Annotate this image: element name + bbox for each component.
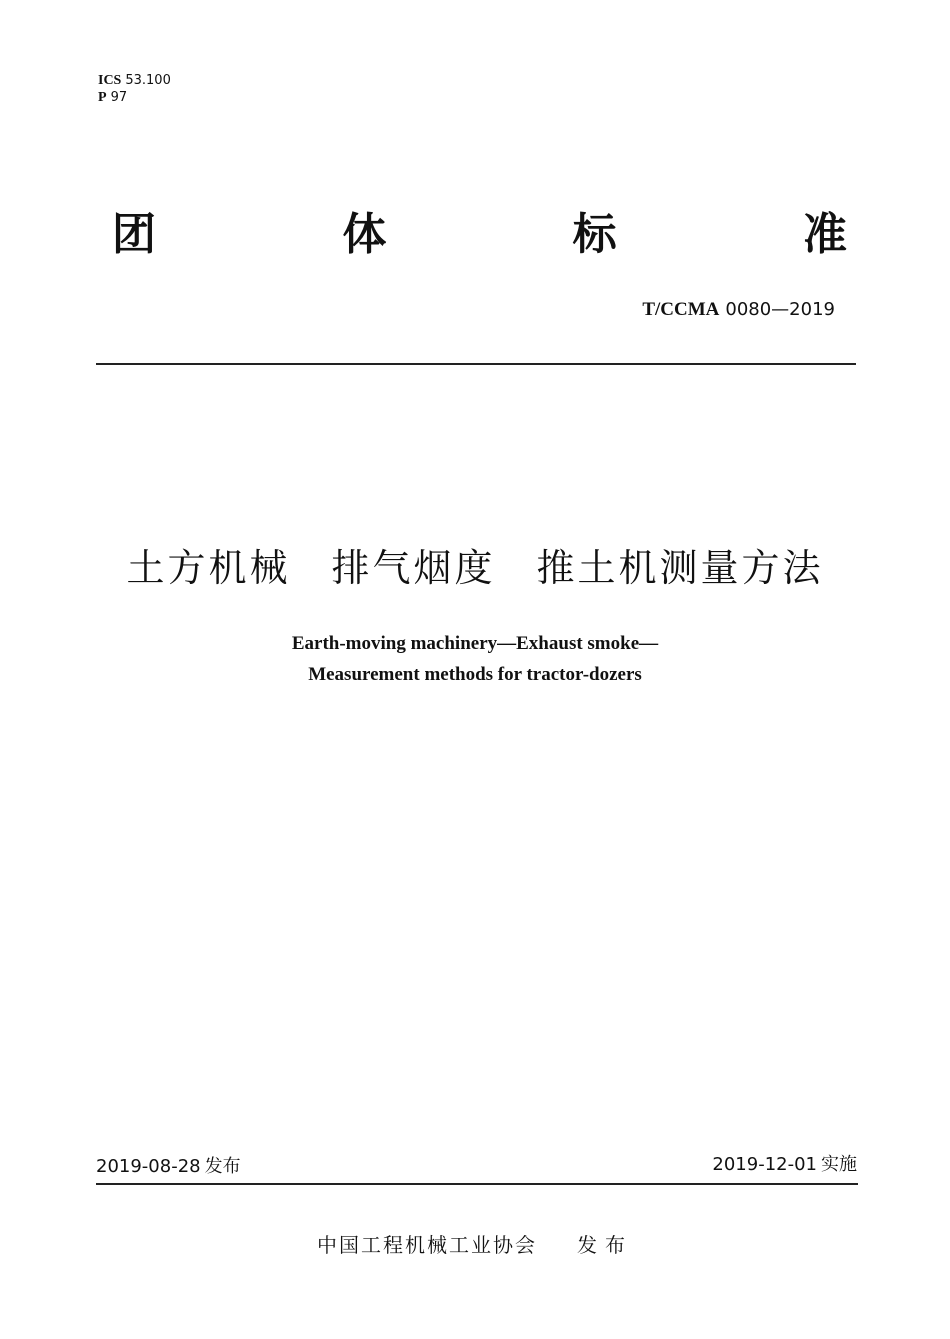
standard-type-char: 标	[572, 209, 617, 260]
top-divider	[96, 363, 856, 365]
standard-type-heading	[112, 205, 847, 265]
ics-code	[98, 72, 171, 89]
ics-value: 53.100	[125, 73, 171, 88]
standard-type-char: 团	[112, 209, 156, 260]
implementation-date-value: 2019-12-01	[712, 1154, 817, 1175]
english-title-line: Earth-moving machinery—Exhaust smoke—	[291, 633, 659, 654]
standard-type-char: 体	[342, 209, 387, 260]
english-title-line: Measurement methods for tractor-dozers	[308, 664, 642, 685]
standard-number-value: 0080—2019	[725, 299, 835, 320]
chinese-title: 土方机械 排气烟度 推土机测量方法	[126, 546, 824, 590]
bottom-divider	[96, 1183, 858, 1185]
ccs-value: 97	[110, 90, 128, 105]
standard-type-char: 准	[802, 209, 847, 260]
publisher-organization: 中国工程机械工业协会	[317, 1233, 537, 1257]
issue-date	[96, 1155, 241, 1179]
english-title	[0, 628, 950, 690]
standard-number	[642, 298, 835, 322]
ics-label: ICS	[98, 73, 122, 88]
implementation-date-label: 实施	[821, 1154, 857, 1175]
issue-date-label: 发布	[204, 1156, 241, 1177]
implementation-date	[712, 1153, 857, 1177]
standard-number-prefix: T/CCMA	[642, 299, 720, 320]
ccs-label: P	[98, 90, 107, 105]
ccs-code	[98, 89, 171, 106]
issue-date-value: 2019-08-28	[96, 1156, 201, 1177]
publisher-action: 发布	[577, 1233, 633, 1257]
classification-codes	[98, 72, 171, 106]
publisher-line	[0, 1230, 950, 1260]
